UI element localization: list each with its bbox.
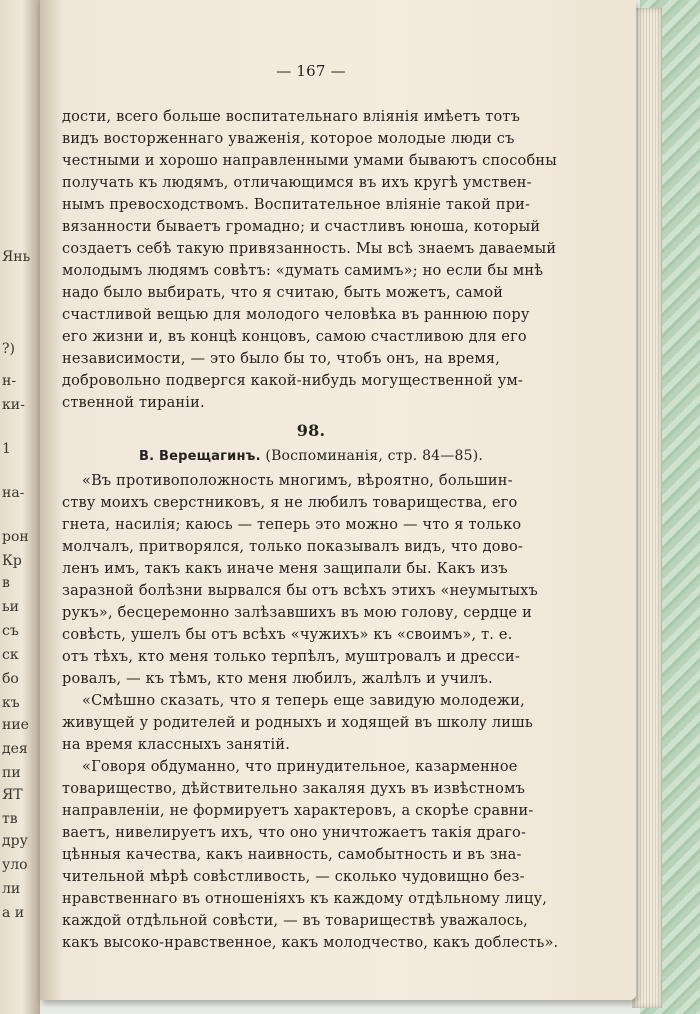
text-line: «Говоря обдуманно, что принудительное, казарменное xyxy=(82,759,518,775)
left-page-fragment xyxy=(0,0,40,1014)
paragraph-4 xyxy=(62,756,560,954)
text-line: ленъ имъ, такъ какъ иначе меня защипали бы. Какъ изъ xyxy=(62,561,508,577)
paragraph-2 xyxy=(62,470,560,690)
text-line: направленіи, не формируетъ характеровъ, а скорѣе сравни- xyxy=(62,803,534,819)
text-line: его жизни и, въ концѣ концовъ, самою счастливою для его xyxy=(62,329,527,345)
text-line: на время классныхъ занятій. xyxy=(62,737,291,753)
left-margin-text: в xyxy=(2,575,10,591)
page-number: — 167 — xyxy=(276,62,346,80)
left-margin-text: Кр xyxy=(2,553,22,569)
text-line: каждой отдѣльной совѣсти, — въ товариществѣ уважалось, xyxy=(62,913,528,929)
text-line: видъ восторженнаго уваженія, которое молодые люди съ xyxy=(62,131,515,147)
text-line: молодымъ людямъ совѣтъ: «думать самимъ»; но если бы мнѣ xyxy=(62,263,544,279)
left-margin-text: Янь xyxy=(2,249,31,265)
left-margin-text: тв xyxy=(2,811,18,827)
text-line: нымъ превосходствомъ. Воспитательное вліяніе такой при- xyxy=(62,197,531,213)
text-line: какъ высоко-нравственное, какъ молодчество, какъ доблесть». xyxy=(62,935,559,951)
left-margin-text: ск xyxy=(2,647,19,663)
paragraph-3 xyxy=(62,690,560,756)
section-number: 98. xyxy=(296,421,326,440)
left-margin-text: ки- xyxy=(2,397,25,413)
page-edges xyxy=(632,8,662,1008)
text-line: живущей у родителей и родныхъ и ходящей въ школу лишь xyxy=(62,715,533,731)
text-line: отъ тѣхъ, кто меня только терпѣлъ, муштровалъ и дресси- xyxy=(62,649,520,665)
text-line: заразной болѣзни вырвался бы отъ всѣхъ этихъ «неумытыхъ xyxy=(62,583,538,599)
left-margin-text: къ xyxy=(2,695,20,711)
text-line: цѣнныя качества, какъ наивность, самобытность и въ зна- xyxy=(62,847,522,863)
left-margin-text: 1 xyxy=(2,441,11,457)
text-line: дости, всего больше воспитательнаго вліянія имѣетъ тотъ xyxy=(62,109,521,125)
left-margin-text: ние xyxy=(2,717,29,733)
left-margin-text: ЯТ xyxy=(2,787,23,803)
section-heading xyxy=(62,442,560,470)
left-margin-text: пи xyxy=(2,765,21,781)
left-margin-text: ьи xyxy=(2,599,19,615)
text-line: чительной мѣрѣ совѣстливость, — сколько чудовищно без- xyxy=(62,869,525,885)
text-line: ваетъ, нивелируетъ ихъ, что оно уничтожаетъ такія драго- xyxy=(62,825,527,841)
author-name: В. Верещагинъ. xyxy=(138,449,261,464)
text-line: молчалъ, притворялся, только показывалъ видъ, что дово- xyxy=(62,539,524,555)
book-page xyxy=(40,0,636,1000)
left-margin-text: на- xyxy=(2,485,25,501)
text-line: ству моихъ сверстниковъ, я не любилъ товарищества, его xyxy=(62,495,518,511)
text-line: добровольно подвергся какой-нибудь могущественной ум- xyxy=(62,373,524,389)
text-line: создаетъ себѣ такую привязанность. Мы всѣ знаемъ даваемый xyxy=(62,241,557,257)
left-margin-text: рон xyxy=(2,529,29,545)
text-line: честными и хорошо направленными умами бываютъ способны xyxy=(62,153,558,169)
text-line: получать къ людямъ, отличающимся въ ихъ кругѣ умствен- xyxy=(62,175,532,191)
text-line: рукъ», бесцеремонно залѣзавшихъ въ мою голову, сердце и xyxy=(62,605,532,621)
page-text xyxy=(62,60,560,954)
left-margin-text: дея xyxy=(2,741,28,757)
left-margin-text: ?) xyxy=(2,341,15,357)
text-line: нравственнаго въ отношеніяхъ къ каждому отдѣльному лицу, xyxy=(62,891,548,907)
text-line: «Въ противоположность многимъ, вѣроятно, большин- xyxy=(82,473,513,489)
source-reference: (Воспоминанія, стр. 84—85). xyxy=(265,448,484,464)
left-margin-text: ли xyxy=(2,881,21,897)
paragraph-1 xyxy=(62,106,560,414)
text-line: вязанности бываетъ громадно; и счастливъ юноша, который xyxy=(62,219,541,235)
text-line: ровалъ, — къ тѣмъ, кто меня любилъ, жалѣлъ и училъ. xyxy=(62,671,493,687)
left-margin-text: н- xyxy=(2,373,17,389)
text-line: «Смѣшно сказать, что я теперь еще завидую молодежи, xyxy=(82,693,525,709)
left-margin-text: а и xyxy=(2,905,25,921)
text-line: надо было выбирать, что я считаю, быть можетъ, самой xyxy=(62,285,504,301)
left-margin-text: уло xyxy=(2,857,28,873)
text-line: товарищество, дѣйствительно закаляя духъ въ извѣстномъ xyxy=(62,781,526,797)
text-line: ственной тираніи. xyxy=(62,395,205,411)
text-line: совѣсть, ушелъ бы отъ всѣхъ «чужихъ» къ «своимъ», т. е. xyxy=(62,627,513,643)
text-line: независимости, — это было бы то, чтобъ онъ, на время, xyxy=(62,351,501,367)
left-margin-text: дру xyxy=(2,833,28,849)
left-margin-text: съ xyxy=(2,623,19,639)
text-line: гнета, насилія; каюсь — теперь это можно — что я только xyxy=(62,517,522,533)
left-margin-text: бо xyxy=(2,671,19,687)
text-line: счастливой вещью для молодого человѣка въ раннюю пору xyxy=(62,307,530,323)
